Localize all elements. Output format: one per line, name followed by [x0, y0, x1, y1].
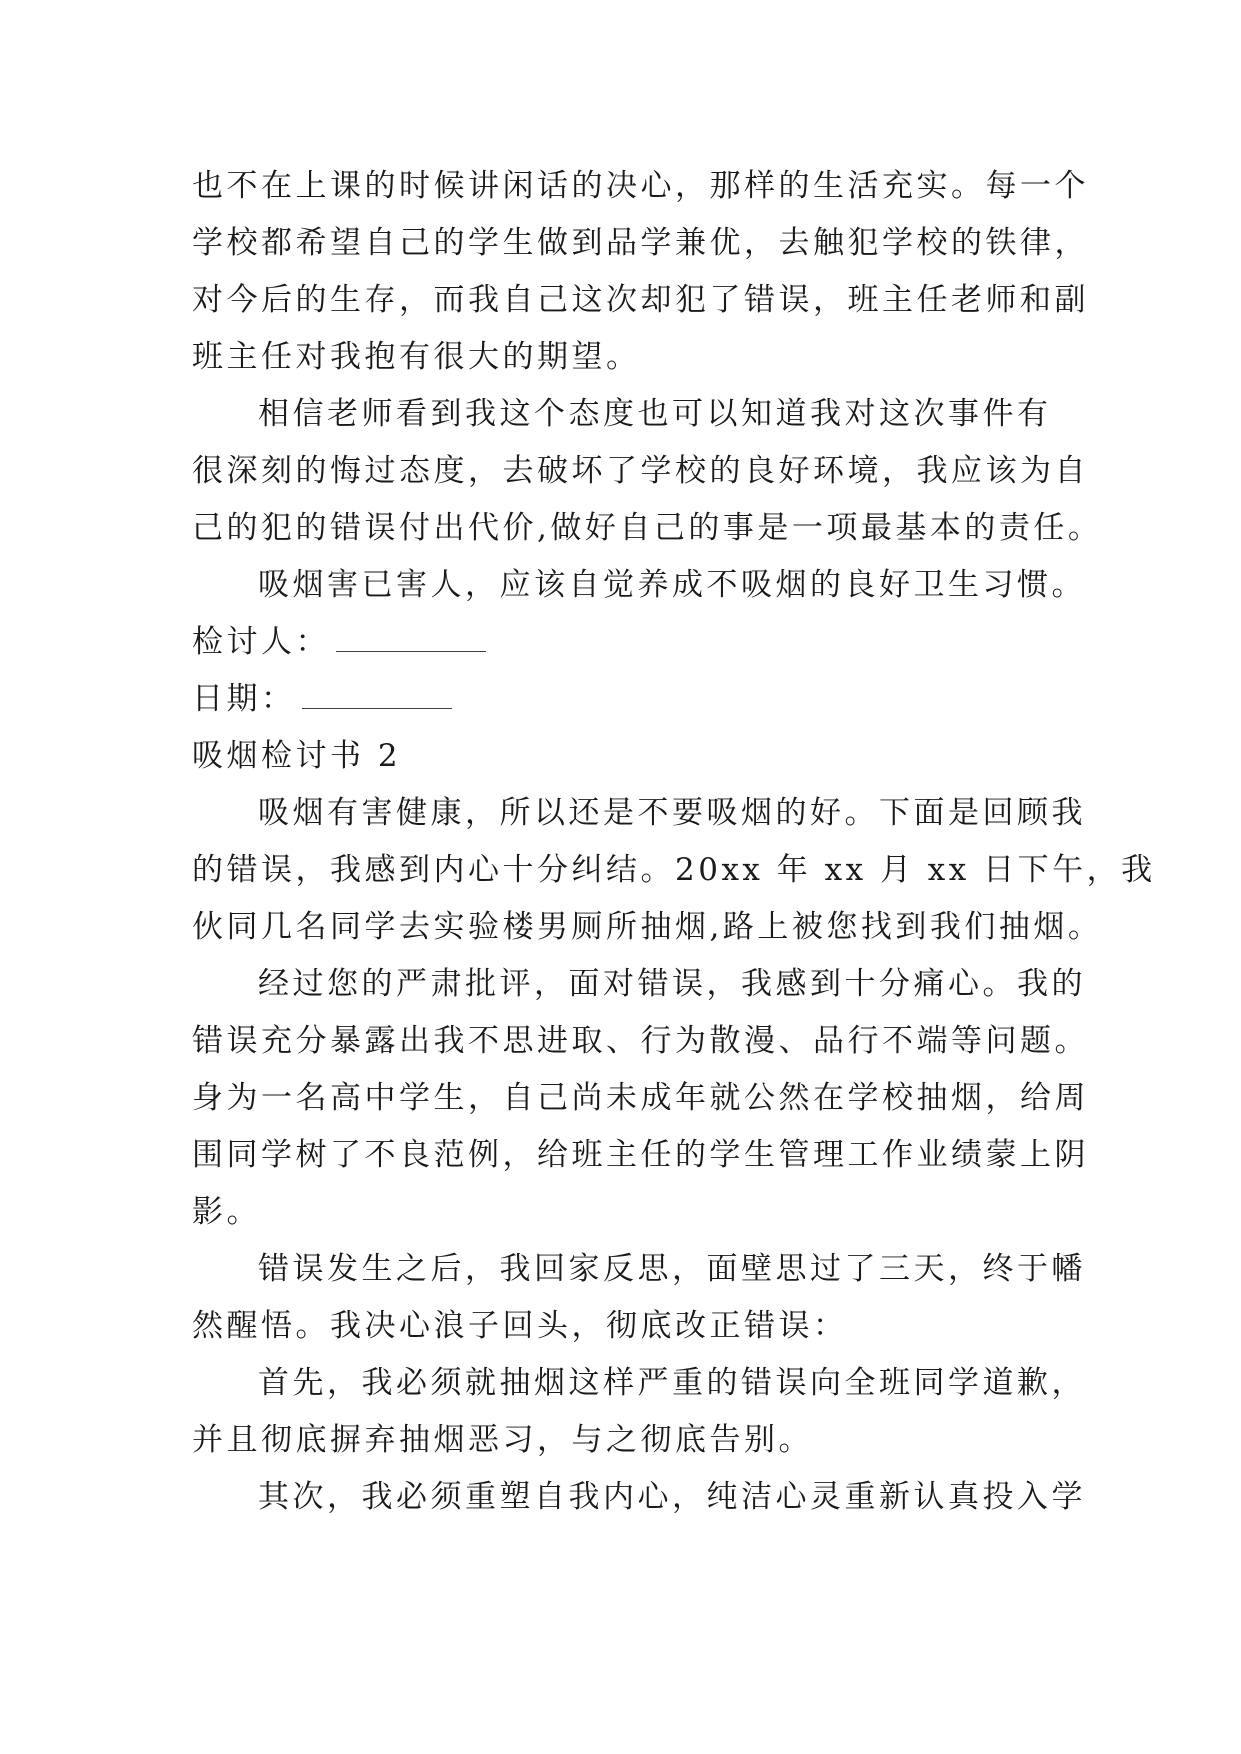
reviewer-label: 检讨人：	[192, 624, 330, 660]
text-line: 学校都希望自己的学生做到品学兼优，去触犯学校的铁律，	[192, 225, 1089, 261]
text-line: 经过您的严肃批评，面对错误，我感到十分痛心。我的	[258, 966, 1086, 1002]
text-line: 并且彻底摒弃抽烟恶习，与之彻底告别。	[192, 1422, 813, 1458]
text-line: 然醒悟。我决心浪子回头，彻底改正错误：	[192, 1308, 848, 1344]
text-line: 相信老师看到我这个态度也可以知道我对这次事件有	[258, 396, 1052, 432]
text-line: 身为一名高中学生，自己尚未成年就公然在学校抽烟，给周	[192, 1080, 1089, 1116]
date-label: 日期：	[192, 681, 296, 717]
text-line: 对今后的生存，而我自己这次却犯了错误，班主任老师和副	[192, 282, 1089, 318]
reviewer-line	[192, 614, 1072, 671]
text-line: 也不在上课的时候讲闲话的决心，那样的生活充实。每一个	[192, 168, 1089, 204]
text-line: 班主任对我抱有很大的期望。	[192, 339, 641, 375]
text-line: 伙同几名同学去实验楼男厕所抽烟,路上被您找到我们抽烟。	[192, 909, 1103, 945]
text-line: 围同学树了不良范例，给班主任的学生管理工作业绩蒙上阴	[192, 1137, 1089, 1173]
text-line: 己的犯的错误付出代价,做好自己的事是一项最基本的责任。	[192, 510, 1103, 546]
text-line: 错误发生之后，我回家反思，面壁思过了三天，终于幡	[258, 1251, 1086, 1287]
text-line: 吸烟有害健康，所以还是不要吸烟的好。下面是回顾我	[258, 795, 1086, 831]
text-line: 错误充分暴露出我不思进取、行为散漫、品行不端等问题。	[192, 1023, 1089, 1059]
date-blank	[302, 686, 452, 709]
text-line: 其次，我必须重塑自我内心，纯洁心灵重新认真投入学	[258, 1479, 1086, 1515]
date-line	[192, 671, 1072, 728]
reviewer-blank	[336, 629, 486, 652]
text-line: 的错误，我感到内心十分纠结。20xx 年 xx 月 xx 日下午，我	[192, 852, 1156, 888]
text-line: 首先，我必须就抽烟这样严重的错误向全班同学道歉，	[258, 1365, 1086, 1401]
text-line: 很深刻的悔过态度，去破坏了学校的良好环境，我应该为自	[192, 453, 1089, 489]
section-title: 吸烟检讨书 2	[192, 738, 402, 774]
text-line: 吸烟害已害人，应该自觉养成不吸烟的良好卫生习惯。	[258, 567, 1086, 603]
document-body	[192, 158, 1156, 1526]
text-line: 影。	[192, 1194, 261, 1230]
